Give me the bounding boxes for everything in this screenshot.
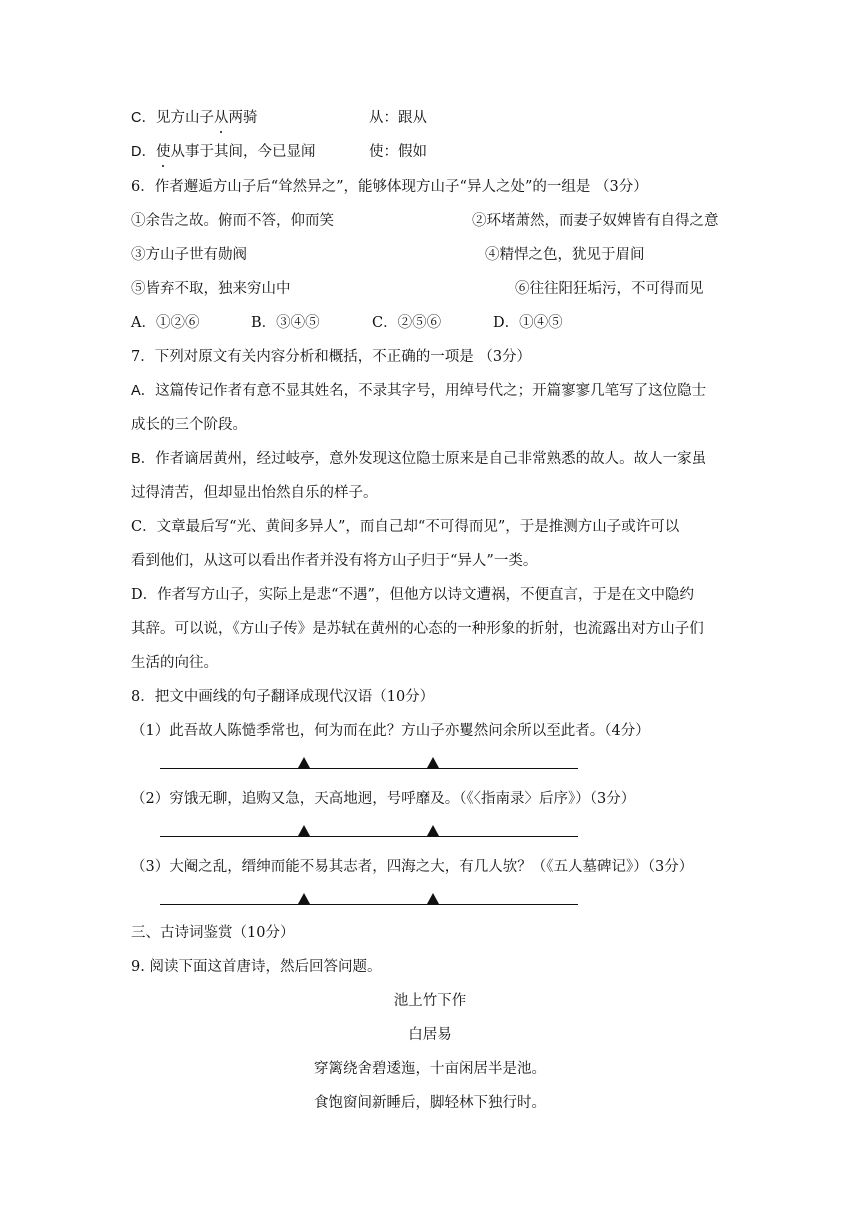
q6-item-5: ⑤皆弃不取，独来穷山中 <box>131 281 291 297</box>
q6-item-4: ④精悍之色，犹见于眉间 <box>485 247 645 263</box>
q7-option-d-line-2: 其辞。可以说，《方山子传》是苏轼在黄州的心态的一种形象的折射，也流露出对方山子们 <box>131 621 704 637</box>
q7-b-letter: B． <box>131 451 156 467</box>
q7-option-c-line-1: C．文章最后写“光、黄间多异人”，而自己却“不可得而见”，于是推测方山子或许可以 <box>131 519 680 535</box>
q5-c-gloss: 从：跟从 <box>369 110 427 126</box>
q7-option-a-line-1 <box>131 381 741 401</box>
triangle-marker-icon <box>298 893 310 904</box>
q6-option-b: B．③④⑤ <box>251 315 320 331</box>
q5-c-letter: C． <box>131 110 156 126</box>
q8-item-1: （1）此吾故人陈慥季常也，何为而在此？方山子亦矍然问余所以至此者。（4分） <box>131 723 650 739</box>
q6-item-row-1 <box>131 211 741 231</box>
q5-d-text-post: 从事于其间，今已显闻 <box>170 144 316 160</box>
q5-d-dotted-char: 使 <box>155 144 171 160</box>
q8-answer-line-2[interactable] <box>160 836 578 837</box>
q8-answer-line-1[interactable] <box>160 768 578 769</box>
q8-answer-line-3[interactable] <box>160 904 578 905</box>
q7-b-text-1: 作者谪居黄州，经过岐亭，意外发现这位隐士原来是自己非常熟悉的故人。故人一家虽 <box>155 451 707 467</box>
q5-c-text-pre: 见方山子 <box>155 110 214 126</box>
q5-option-c <box>131 108 741 128</box>
q6-stem: 6．作者邂逅方山子后“耸然异之”，能够体现方山子“异人之处”的一组是 （3分） <box>131 179 648 195</box>
q6-item-row-3 <box>131 279 741 299</box>
q5-option-d <box>131 142 741 162</box>
poem-title: 池上竹下作 <box>393 993 467 1009</box>
q5-d-gloss: 使：假如 <box>369 144 427 160</box>
q8-item-3: （3）大阉之乱，缙绅而能不易其志者，四海之大，有几人欤？（《五人墓碑记》）（3分） <box>131 859 694 875</box>
q9-stem: 9. 阅读下面这首唐诗，然后回答问题。 <box>131 959 382 975</box>
q7-option-c-line-2: 看到他们，从这可以看出作者并没有将方山子归于“异人”一类。 <box>131 553 538 569</box>
q7-option-d-line-3: 生活的向往。 <box>131 655 218 671</box>
q7-a-letter: A． <box>131 383 156 399</box>
q6-item-row-2 <box>131 245 741 265</box>
triangle-marker-icon <box>298 825 310 836</box>
q6-option-c: C．②⑤⑥ <box>372 315 442 331</box>
q7-option-d-line-1: D．作者写方山子，实际上是悲“不遇”，但他方以诗文遭祸，不便直言，于是在文中隐约 <box>131 587 694 603</box>
triangle-marker-icon <box>298 757 310 768</box>
poem-line-2: 食饱窗间新睡后，脚轻林下独行时。 <box>314 1095 546 1111</box>
triangle-marker-icon <box>427 757 439 768</box>
q8-stem: 8．把文中画线的句子翻译成现代汉语（10分） <box>131 689 435 705</box>
q5-c-dotted-char: 从 <box>213 110 229 126</box>
q6-item-1: ①余告之故。俯而不答，仰而笑 <box>131 213 334 229</box>
poem-line-1: 穿篱绕舍碧逶迤，十亩闲居半是池。 <box>314 1061 546 1077</box>
q6-option-d: D．①④⑤ <box>493 315 563 331</box>
q7-a-text-1: 这篇传记作者有意不显其姓名，不录其字号，用绰号代之；开篇寥寥几笔写了这位隐士 <box>155 383 707 399</box>
triangle-marker-icon <box>427 825 439 836</box>
q6-item-3: ③方山子世有勋阀 <box>131 247 247 263</box>
q8-item-2: （2）穷饿无聊，追购又急，天高地迥，号呼靡及。（《〈指南录〉后序》）（3分） <box>131 791 636 807</box>
triangle-marker-icon <box>427 893 439 904</box>
q7-option-b-line-1 <box>131 449 741 469</box>
q7-option-a-line-2: 成长的三个阶段。 <box>131 417 247 433</box>
q7-stem: 7．下列对原文有关内容分析和概括，不正确的一项是 （3分） <box>131 349 532 365</box>
q5-d-letter: D． <box>131 144 156 160</box>
section-heading: 三、古诗词鉴赏（10分） <box>131 925 295 941</box>
q6-item-6: ⑥往往阳狂垢污，不可得而见 <box>515 281 704 297</box>
q6-item-2: ②环堵萧然，而妻子奴婢皆有自得之意 <box>472 213 719 229</box>
q5-c-text-post: 两骑 <box>228 110 258 126</box>
q6-option-a: A．①②⑥ <box>131 315 200 331</box>
q7-option-b-line-2: 过得清苦，但却显出怡然自乐的样子。 <box>131 485 378 501</box>
poem-author: 白居易 <box>408 1027 452 1043</box>
